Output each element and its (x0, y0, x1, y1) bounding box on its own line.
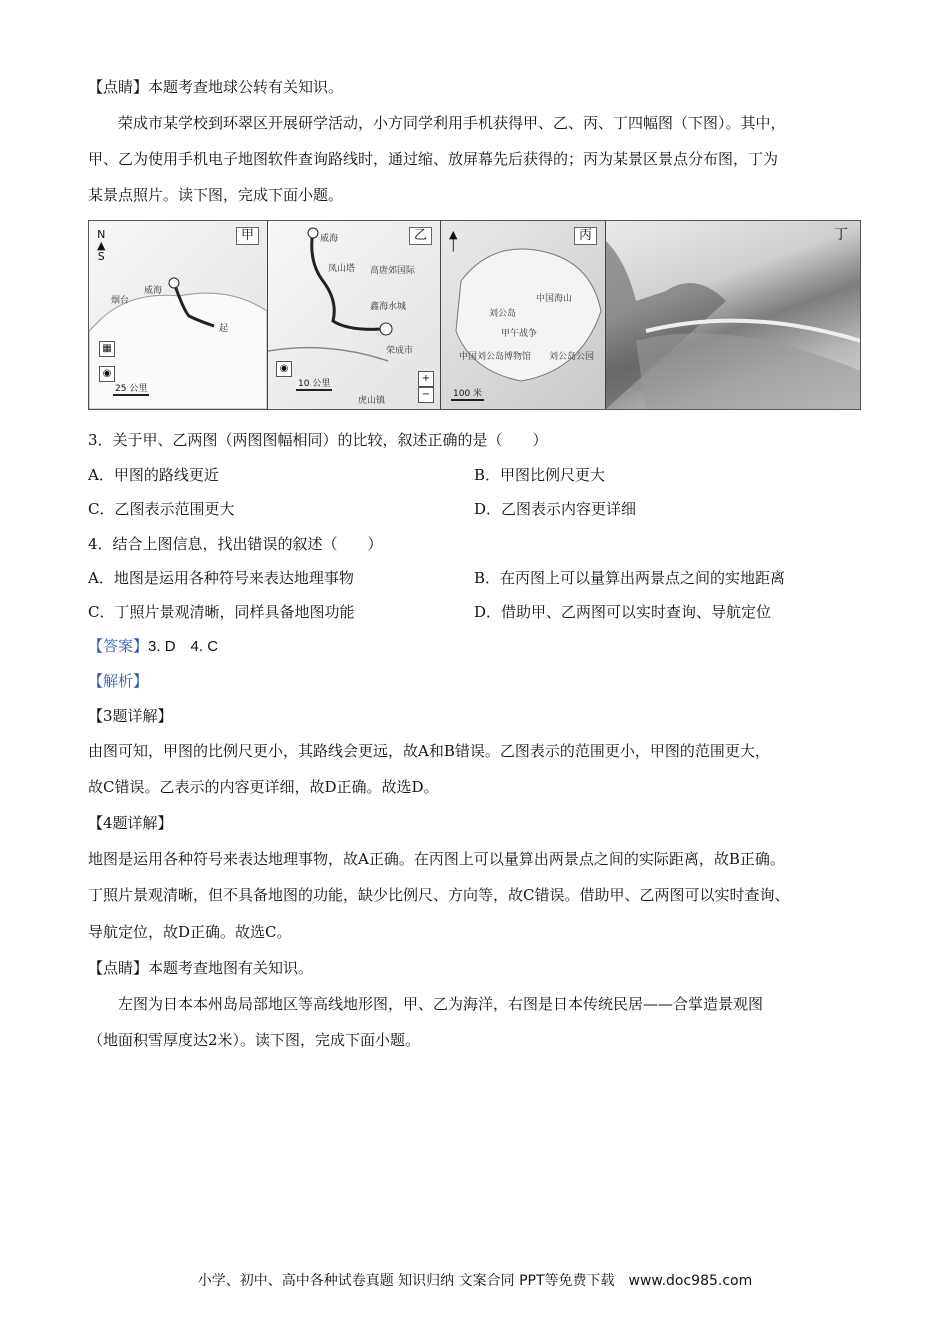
q3-detail-title: 【3题详解】 (88, 707, 173, 725)
q3-option-a: A．甲图的路线更近 (88, 466, 219, 484)
place-label: 荣成市 (386, 346, 414, 356)
answer-line (88, 636, 218, 657)
answer-text: 3. D 4. C (148, 638, 219, 655)
next-intro-line-1: 左图为日本本州岛局部地区等高线地形图，甲、乙为海洋，右图是日本传统民居——合掌造景观图 (118, 995, 764, 1013)
scenic-spot-label: 中国刘公岛博物馆 (459, 352, 532, 362)
intro-line-3: 某景点照片。读下图，完成下面小题。 (88, 186, 344, 204)
panel-label: 乙 (409, 227, 432, 245)
photo-panel-ding (606, 221, 860, 409)
q4-option-b: B．在丙图上可以量算出两景点之间的实地距离 (474, 569, 786, 587)
q4-detail-line-3: 导航定位，故D正确。故选C。 (88, 923, 292, 941)
dianjing-note-2: 【点睛】本题考查地图有关知识。 (88, 959, 314, 977)
place-label: 鑫海水城 (370, 302, 407, 312)
answer-label: 【答案】 (88, 637, 149, 655)
q3-detail-line-1: 由图可知，甲图的比例尺更小，其路线会更远，故A和B错误。乙图表示的范围更小，甲图的范围更大， (88, 742, 770, 760)
locate-icon[interactable]: ◉ (99, 366, 115, 382)
map-panel-bing (441, 221, 606, 409)
place-label: 烟台 (111, 296, 130, 306)
zoom-out-button[interactable]: − (418, 387, 434, 403)
q4-stem: 4．结合上图信息，找出错误的叙述（ ） (88, 535, 383, 553)
page-footer: 小学、初中、高中各种试卷真题 知识归纳 文案合同 PPT等免费下载 www.doc985.com (197, 1273, 753, 1289)
north-arrow-icon: ▲ │ (449, 228, 458, 252)
q4-detail-line-1: 地图是运用各种符号来表达地理事物，故A正确。在丙图上可以量算出两景点之间的实际距离，故B正确。 (88, 850, 785, 868)
scale-bar: 10 公里 (296, 376, 332, 391)
q3-option-c: C．乙图表示范围更大 (88, 500, 235, 518)
scenic-spot-label: 刘公岛公园 (549, 352, 595, 362)
scale-bar: 25 公里 (113, 381, 149, 396)
q4-detail-title: 【4题详解】 (88, 814, 173, 832)
q3-option-b: B．甲图比例尺更大 (474, 466, 606, 484)
zoom-in-button[interactable]: + (418, 371, 434, 387)
place-label: 虎山镇 (358, 396, 386, 406)
scenic-spot-label: 刘公岛 (489, 309, 517, 319)
locate-icon[interactable]: ◉ (276, 361, 292, 377)
place-label: 起 (219, 324, 229, 334)
intro-line-2: 甲、乙为使用手机电子地图软件查询路线时，通过缩、放屏幕先后获得的；丙为某景区景点分布图，丁为 (88, 150, 779, 168)
scenic-spot-label: 中国海山 (536, 294, 573, 304)
q4-option-a: A．地图是运用各种符号来表达地理事物 (88, 569, 354, 587)
next-intro-line-2: （地面积雪厚度达2米）。读下图，完成下面小题。 (88, 1031, 421, 1049)
panel-label: 丁 (834, 227, 848, 243)
place-label: 高唐郊国际 (370, 266, 416, 276)
scenic-map-bing (441, 221, 605, 409)
panel-label: 甲 (236, 227, 259, 245)
intro-line-1: 荣成市某学校到环翠区开展研学活动，小方同学利用手机获得甲、乙、丙、丁四幅图（下图）。其中， (118, 114, 786, 132)
map-panel-yi (268, 221, 441, 409)
place-label: 威海 (144, 286, 163, 296)
q4-detail-line-2: 丁照片景观清晰，但不具备地图的功能，缺少比例尺、方向等，故C错误。借助甲、乙两图可以实时查询、 (88, 886, 790, 904)
layer-icon[interactable]: ▦ (99, 341, 115, 357)
scenic-spot-label: 甲午战争 (501, 329, 538, 339)
q4-option-c: C．丁照片景观清晰，同样具备地图功能 (88, 603, 355, 621)
scale-bar: 100 米 (451, 386, 484, 401)
q3-detail-line-2: 故C错误。乙表示的内容更详细，故D正确。故选D。 (88, 778, 439, 796)
panel-label: 丙 (574, 227, 597, 245)
north-arrow-icon: N ▲ S (97, 228, 106, 263)
q3-option-d: D．乙图表示内容更详细 (474, 500, 637, 518)
place-label: 威海 (320, 234, 339, 244)
route-map-yi (268, 221, 440, 409)
dianjing-note-1: 【点睛】本题考查地球公转有关知识。 (88, 78, 344, 96)
coast-photo (606, 221, 860, 409)
place-label: 凤山塔 (328, 264, 356, 274)
map-figure (88, 220, 861, 410)
q3-stem: 3．关于甲、乙两图（两图图幅相同）的比较，叙述正确的是（ ） (88, 431, 548, 449)
map-panel-jia (89, 221, 268, 409)
analysis-label: 【解析】 (88, 672, 149, 690)
q4-option-d: D．借助甲、乙两图可以实时查询、导航定位 (474, 603, 772, 621)
